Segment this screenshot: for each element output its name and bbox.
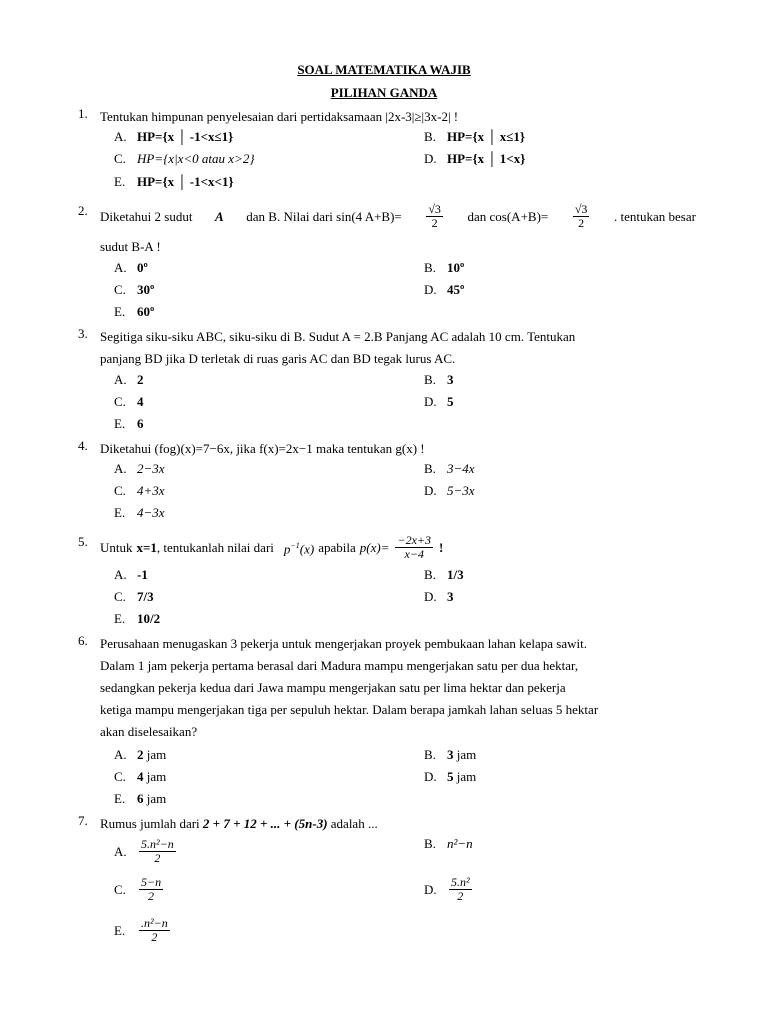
option-2a: A. 0º (114, 260, 148, 275)
sqrt3-over-2-fraction: $\frac{√3}{2}$ (428, 202, 441, 230)
question-text: Tentukan himpunan penyelesaian dari pertidaksamaan |2x-3|≥|3x-2| ! (100, 109, 459, 124)
question-number: 3. (78, 326, 88, 341)
option-4a: A. 2−3x (114, 461, 165, 476)
option-7c: C. $\frac{5-n}{2}$ (114, 875, 162, 903)
question-number: 5. (78, 534, 88, 549)
option-6b: B. 3 jam (424, 747, 477, 762)
option-1c: C. HP={x|x<0 atau x>2} (114, 151, 255, 166)
option-3e: E. 6 (114, 416, 144, 431)
question-number: 7. (78, 813, 88, 828)
option-1b: B. HP={x │ x≤1} (424, 129, 526, 144)
question-number: 6. (78, 633, 88, 648)
question-text: Untuk x=1 , tentukanlah nilai dari $p^{-1}(x)$ apabila p(x)= $\frac{-2x+3}{x-4}$ ! (100, 533, 444, 561)
option-5a: A. -1 (114, 567, 148, 582)
question-text-line-1: Perusahaan menugaskan 3 pekerja untuk mengerjakan proyek pembukaan lahan kelapa sawit. (100, 636, 587, 651)
option-3d: D. 5 (424, 394, 454, 409)
option-2c: C. 30º (114, 282, 155, 297)
option-1e: E. HP={x │ -1<x<1} (114, 174, 234, 189)
option-6a: A. 2 jam (114, 747, 167, 762)
option-4d: D. 5−3x (424, 483, 475, 498)
question-text-line-2: Dalam 1 jam pekerja pertama berasal dari Madura mampu mengerjakan satu per dua hektar, (100, 658, 579, 673)
question-text: Diketahui 2 sudut A dan B. Nilai dari sin(4 A+B)= $\frac{√3}{2}$ dan cos(A+B)= $\frac{√3}{2}$ . tentukan besar (100, 202, 696, 230)
sqrt3-over-2-fraction: $\frac{√3}{2}$ (574, 202, 588, 230)
option-5b: B. 1/3 (424, 567, 464, 582)
option-4e: E. 4−3x (114, 505, 165, 520)
option-6c: C. 4 jam (114, 769, 167, 784)
option-7e: E. $\frac{\text{.n²−n}}{2}$ (114, 916, 168, 944)
p-of-x-fraction: $\frac{-2x+3}{x-4}$ (397, 533, 432, 561)
question-text-line-1: Segitiga siku-siku ABC, siku-siku di B. Sudut A = 2.B Panjang AC adalah 10 cm. Tentukan (100, 329, 576, 344)
option-1a: A. HP={x │ -1<x≤1} (114, 129, 234, 144)
option-3b: B. 3 (424, 372, 454, 387)
question-text-continued: sudut B-A ! (100, 239, 161, 254)
option-4c: C. 4+3x (114, 483, 165, 498)
option-7a: A. $\frac{\text{5.n²−n}}{2}$ (114, 837, 174, 865)
option-3c: C. 4 (114, 394, 144, 409)
question-text-line-5: akan diselesaikan? (100, 724, 198, 739)
question-number: 4. (78, 438, 88, 453)
option-2e: E. 60º (114, 304, 155, 319)
question-number: 1. (78, 106, 88, 121)
option-5e: E. 10/2 (114, 611, 161, 626)
option-5d: D. 3 (424, 589, 454, 604)
document-title: SOAL MATEMATIKA WAJIB (297, 62, 471, 77)
question-text: Rumus jumlah dari 2 + 7 + 12 + ... + (5n-3) adalah ... (100, 816, 378, 831)
question-text-line-4: ketiga mampu mengerjakan tiga per sepuluh hektar. Dalam berapa jamkah lahan seluas 5 hektar (100, 702, 599, 717)
question-text-line-3: sedangkan pekerja kedua dari Jawa mampu mengerjakan satu per lima hektar dan pekerja (100, 680, 566, 695)
option-4b: B. 3−4x (424, 461, 475, 476)
option-6d: D. 5 jam (424, 769, 477, 784)
question-text: Diketahui (fog)(x)=7−6x, jika f(x)=2x−1 maka tentukan g(x) ! (100, 441, 425, 456)
option-6e: E. 6 jam (114, 791, 167, 806)
option-2d: D. 45º (424, 282, 465, 297)
option-3a: A. 2 (114, 372, 144, 387)
option-7b: B. n²−n (424, 836, 473, 851)
option-1d: D. HP={x │ 1<x} (424, 151, 526, 166)
option-7d: D. $\frac{\text{5.n²}}{2}$ (424, 875, 470, 903)
question-number: 2. (78, 203, 88, 218)
section-title: PILIHAN GANDA (330, 85, 438, 100)
option-5c: C. 7/3 (114, 589, 154, 604)
question-text-line-2: panjang BD jika D terletak di ruas garis AC dan BD tegak lurus AC. (100, 351, 456, 366)
option-2b: B. 10º (424, 260, 465, 275)
